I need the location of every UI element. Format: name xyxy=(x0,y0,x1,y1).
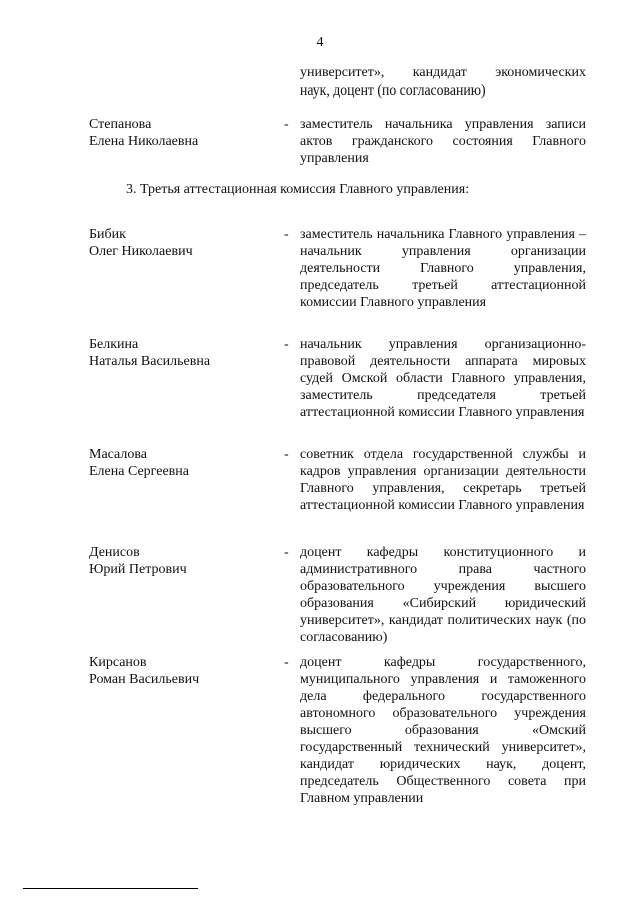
continuation-word: экономических xyxy=(495,65,586,80)
member-surname: Бибик xyxy=(89,227,126,242)
member-name xyxy=(89,116,269,150)
member-given-names: Юрий Петрович xyxy=(89,562,187,577)
member-role: заместитель начальника Главного управления – начальник управления организации деятельности Главного управления, председатель третьей аттестационной комиссии Главного управления xyxy=(300,227,586,310)
continuation-line-1 xyxy=(300,64,586,82)
page-number: 4 xyxy=(316,35,324,50)
continuation-word: кандидат xyxy=(412,65,467,80)
entry-dash: - xyxy=(284,227,289,242)
member-surname: Белкина xyxy=(89,337,139,352)
member-given-names: Елена Николаевна xyxy=(89,134,199,149)
entry-dash: - xyxy=(284,447,289,462)
member-role: советник отдела государственной службы и кадров управления организации деятельности Главного управления, секретарь третьей аттестационной комиссии Главного управления xyxy=(300,447,586,513)
member-given-names: Олег Николаевич xyxy=(89,244,193,259)
entry-dash: - xyxy=(284,337,289,352)
continuation-line-2: наук, доцент (по согласованию) xyxy=(300,82,486,99)
continuation-text xyxy=(300,64,586,100)
section-heading: 3. Третья аттестационная комиссия Главного управления: xyxy=(126,182,470,197)
member-name xyxy=(89,336,269,370)
entry-dash: - xyxy=(284,545,289,560)
member-name xyxy=(89,544,269,578)
member-surname: Масалова xyxy=(89,447,148,462)
member-role: доцент кафедры конституционного и административного права частного образовательного учреждения высшего образования «Сибирский юридический университет», кандидат политических наук (по согласованию) xyxy=(300,545,586,645)
continuation-word: университет», xyxy=(300,65,385,80)
entry-dash: - xyxy=(284,117,289,132)
member-role: начальник управления организационно-правовой деятельности аппарата мировых судей Омской области Главного управления, заместитель председателя третьей аттестационной комиссии Главного управления xyxy=(300,337,586,420)
member-role: доцент кафедры государственного, муниципального управления и таможенного дела федерального государственного автономного образовательного учреждения высшего образования «Омский государственный технический университет», кандидат юридических наук, доцент, председатель Общественного совета при Главном управлении xyxy=(300,655,586,806)
footnote-separator xyxy=(23,888,198,889)
entry-dash: - xyxy=(284,655,289,670)
member-surname: Кирсанов xyxy=(89,655,147,670)
member-name xyxy=(89,654,269,688)
member-surname: Степанова xyxy=(89,117,152,132)
member-given-names: Наталья Васильевна xyxy=(89,354,211,369)
member-role: заместитель начальника управления записи актов гражданского состояния Главного управления xyxy=(300,117,586,166)
member-given-names: Елена Сергеевна xyxy=(89,464,189,479)
member-given-names: Роман Васильевич xyxy=(89,672,200,687)
member-surname: Денисов xyxy=(89,545,140,560)
member-name xyxy=(89,226,269,260)
member-name xyxy=(89,446,269,480)
